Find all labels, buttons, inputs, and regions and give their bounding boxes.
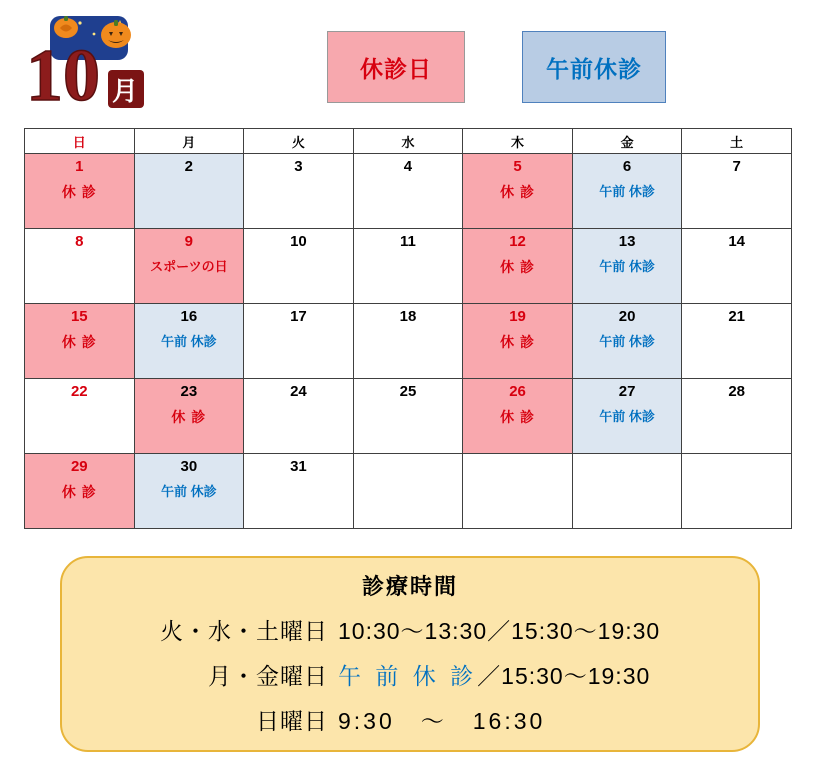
calendar-day-cell[interactable] bbox=[682, 154, 792, 229]
calendar-day-content bbox=[135, 154, 244, 228]
calendar-day-number: 2 bbox=[184, 158, 194, 175]
clinic-hours-row bbox=[62, 613, 758, 646]
calendar-day-note: 午前 休診 bbox=[599, 258, 655, 274]
calendar-day-cell[interactable] bbox=[572, 379, 682, 454]
calendar-day-cell[interactable] bbox=[25, 304, 135, 379]
calendar-day-cell[interactable] bbox=[353, 379, 463, 454]
calendar-header-row bbox=[25, 129, 792, 154]
calendar-day-cell[interactable] bbox=[25, 454, 135, 529]
legend-closed-label: 休診日 bbox=[360, 55, 432, 82]
calendar-day-cell[interactable] bbox=[572, 454, 682, 529]
calendar-day-content bbox=[682, 454, 791, 528]
calendar-day-content bbox=[682, 229, 791, 303]
calendar-day-cell[interactable] bbox=[25, 229, 135, 304]
calendar-day-cell[interactable] bbox=[463, 379, 573, 454]
calendar-week-row bbox=[25, 304, 792, 379]
calendar-day-content bbox=[354, 154, 463, 228]
calendar-day-number: 19 bbox=[509, 308, 526, 325]
clinic-hours-title: 診療時間 bbox=[361, 574, 458, 599]
calendar-day-cell[interactable] bbox=[244, 229, 354, 304]
calendar-day-cell[interactable] bbox=[134, 154, 244, 229]
calendar-day-content bbox=[573, 229, 682, 303]
calendar-day-note: 午前 休診 bbox=[161, 333, 217, 349]
calendar-day-content bbox=[682, 154, 791, 228]
calendar-day-number: 8 bbox=[75, 233, 84, 250]
legend-morning-label: 午前休診 bbox=[546, 55, 642, 82]
calendar-day-note: 休 診 bbox=[61, 483, 97, 500]
calendar-day-cell[interactable] bbox=[353, 154, 463, 229]
calendar-day-number: 24 bbox=[290, 383, 307, 400]
calendar-day-number: 18 bbox=[399, 308, 417, 325]
calendar-day-cell[interactable] bbox=[682, 229, 792, 304]
calendar-day-number: 26 bbox=[509, 383, 526, 400]
calendar-day-content bbox=[463, 304, 572, 378]
calendar-day-number: 22 bbox=[70, 383, 88, 400]
calendar-day-content bbox=[25, 454, 134, 528]
calendar-week-row bbox=[25, 154, 792, 229]
calendar-day-content bbox=[354, 379, 463, 453]
calendar-day-number: 5 bbox=[513, 158, 522, 175]
calendar-day-note: 午前 休診 bbox=[599, 408, 655, 424]
calendar-day-cell[interactable] bbox=[134, 379, 244, 454]
calendar-day-content bbox=[354, 454, 463, 528]
clinic-hours-panel bbox=[60, 556, 760, 752]
calendar-day-content bbox=[244, 454, 353, 528]
calendar-day-number: 4 bbox=[403, 158, 413, 175]
calendar-day-cell[interactable] bbox=[463, 229, 573, 304]
calendar-day-note: 休 診 bbox=[61, 333, 97, 350]
calendar-day-number: 31 bbox=[290, 458, 307, 475]
calendar-day-cell[interactable] bbox=[682, 379, 792, 454]
calendar-day-content bbox=[463, 154, 572, 228]
calendar-day-content bbox=[463, 379, 572, 453]
calendar-day-content bbox=[135, 229, 244, 303]
calendar-day-number: 15 bbox=[70, 308, 88, 325]
calendar-day-content bbox=[244, 304, 353, 378]
calendar-day-note: 休 診 bbox=[500, 333, 535, 350]
calendar-day-number: 12 bbox=[509, 233, 526, 250]
calendar-day-content bbox=[573, 154, 682, 228]
calendar-day-number: 23 bbox=[180, 383, 198, 400]
calendar-day-content bbox=[244, 229, 353, 303]
calendar-weekday-header: 月 bbox=[134, 129, 244, 154]
calendar-day-cell[interactable] bbox=[134, 229, 244, 304]
calendar-weekday-header: 木 bbox=[463, 129, 573, 154]
calendar-day-number: 3 bbox=[294, 158, 303, 175]
calendar-day-number: 11 bbox=[400, 233, 416, 250]
calendar-day-cell[interactable] bbox=[353, 229, 463, 304]
clinic-hours-day-label: 火・水・土曜日 bbox=[160, 618, 328, 644]
clinic-hours-time-after: ／15:30〜19:30 bbox=[477, 663, 651, 689]
calendar-day-number: 17 bbox=[290, 308, 307, 325]
calendar-weekday-header: 土 bbox=[682, 129, 792, 154]
calendar-day-number: 28 bbox=[728, 383, 746, 400]
calendar-day-number: 21 bbox=[728, 308, 746, 325]
calendar-day-note: スポーツの日 bbox=[150, 258, 228, 274]
calendar-day-number: 20 bbox=[618, 308, 636, 325]
calendar-day-number: 30 bbox=[180, 458, 198, 475]
calendar-day-number: 10 bbox=[290, 233, 307, 250]
calendar-day-number: 7 bbox=[732, 158, 741, 175]
calendar-day-number: 1 bbox=[75, 158, 84, 175]
calendar-day-content bbox=[573, 454, 682, 528]
calendar-day-number: 29 bbox=[70, 458, 88, 475]
calendar-day-content bbox=[573, 304, 682, 378]
calendar-day-cell[interactable] bbox=[244, 454, 354, 529]
calendar-weekday-header: 水 bbox=[353, 129, 463, 154]
calendar-day-content bbox=[682, 379, 791, 453]
calendar-day-content bbox=[135, 454, 244, 528]
calendar-day-note: 休 診 bbox=[500, 408, 535, 425]
calendar-day-content bbox=[135, 379, 244, 453]
calendar-day-cell[interactable] bbox=[25, 154, 135, 229]
calendar-day-cell[interactable] bbox=[572, 229, 682, 304]
calendar-day-cell[interactable] bbox=[244, 154, 354, 229]
clinic-hours-day-label: 日曜日 bbox=[256, 708, 328, 734]
calendar-day-content bbox=[244, 154, 353, 228]
calendar-day-cell[interactable] bbox=[134, 454, 244, 529]
calendar-day-number: 14 bbox=[728, 233, 746, 250]
calendar-day-note: 休 診 bbox=[500, 258, 535, 275]
calendar-day-note: 休 診 bbox=[171, 408, 207, 425]
calendar-day-cell[interactable] bbox=[463, 154, 573, 229]
clinic-hours-time bbox=[338, 658, 758, 691]
calendar-day-number: 9 bbox=[184, 233, 194, 250]
calendar-day-content bbox=[463, 229, 572, 303]
calendar-day-cell[interactable] bbox=[682, 454, 792, 529]
svg-text:月: 月 bbox=[112, 76, 139, 106]
calendar-day-content bbox=[25, 154, 134, 228]
calendar-day-number: 13 bbox=[618, 233, 636, 250]
calendar-day-cell[interactable] bbox=[572, 304, 682, 379]
clinic-hours-row bbox=[62, 658, 758, 691]
calendar-day-content bbox=[354, 304, 463, 378]
clinic-hours-day-label: 月・金曜日 bbox=[208, 663, 328, 689]
calendar-day-note: 午前 休診 bbox=[599, 333, 655, 349]
calendar-table bbox=[24, 128, 792, 529]
svg-text:10: 10 bbox=[26, 35, 100, 114]
calendar-week-row bbox=[25, 379, 792, 454]
calendar-day-content bbox=[682, 304, 791, 378]
calendar-day-cell[interactable] bbox=[134, 304, 244, 379]
calendar-weekday-header: 日 bbox=[25, 129, 135, 154]
calendar-day-content bbox=[573, 379, 682, 453]
month-logo bbox=[24, 14, 154, 114]
clinic-hours-time: 10:30〜13:30／15:30〜19:30 bbox=[338, 618, 661, 644]
calendar-day-note: 午前 休診 bbox=[161, 483, 217, 499]
calendar-day-number: 6 bbox=[622, 158, 632, 175]
clinic-hours-time: 9:30 〜 16:30 bbox=[338, 708, 546, 734]
calendar-day-cell[interactable] bbox=[572, 154, 682, 229]
calendar-day-content bbox=[135, 304, 244, 378]
calendar-weekday-header: 金 bbox=[572, 129, 682, 154]
legend-closed-day bbox=[327, 31, 465, 103]
calendar-day-content bbox=[25, 304, 134, 378]
calendar-day-cell[interactable] bbox=[244, 304, 354, 379]
calendar-day-content bbox=[25, 229, 134, 303]
calendar-day-cell[interactable] bbox=[682, 304, 792, 379]
calendar-day-content bbox=[463, 454, 572, 528]
clinic-hours-row bbox=[62, 703, 758, 736]
calendar-day-content bbox=[354, 229, 463, 303]
calendar-weekday-header: 火 bbox=[244, 129, 354, 154]
calendar-week-row bbox=[25, 454, 792, 529]
calendar-day-number: 25 bbox=[399, 383, 417, 400]
calendar-day-note: 休 診 bbox=[61, 183, 97, 200]
calendar-day-cell[interactable] bbox=[244, 379, 354, 454]
calendar-day-note: 午前 休診 bbox=[599, 183, 655, 199]
calendar-day-note: 休 診 bbox=[500, 183, 535, 200]
calendar-day-number: 27 bbox=[618, 383, 636, 400]
calendar-day-number: 16 bbox=[180, 308, 198, 325]
calendar-week-row bbox=[25, 229, 792, 304]
calendar-day-cell[interactable] bbox=[353, 304, 463, 379]
calendar-day-content bbox=[244, 379, 353, 453]
calendar-day-cell[interactable] bbox=[25, 379, 135, 454]
calendar-day-cell[interactable] bbox=[463, 454, 573, 529]
calendar-day-cell[interactable] bbox=[353, 454, 463, 529]
calendar-day-content bbox=[25, 379, 134, 453]
legend-morning-closed bbox=[522, 31, 666, 103]
calendar-day-cell[interactable] bbox=[463, 304, 573, 379]
page-header bbox=[0, 0, 816, 126]
clinic-hours-morning-closed: 午 前 休 診 bbox=[338, 663, 478, 689]
